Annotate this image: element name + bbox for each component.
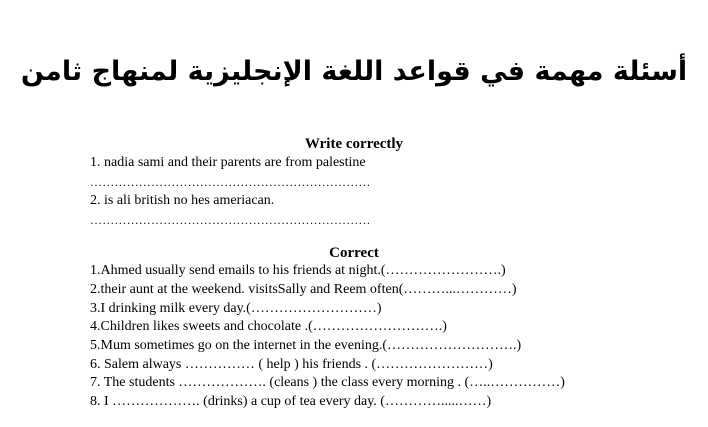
write-correctly-item-1: 1. nadia sami and their parents are from palestine xyxy=(90,155,366,170)
correct-heading: Correct xyxy=(329,245,379,261)
correct-item-3: 3.I drinking milk every day.(………………………) xyxy=(90,301,382,316)
correct-item-5: 5.Mum sometimes go on the internet in the evening.(……………………….) xyxy=(90,338,522,353)
correct-item-6: 6. Salem always …………… ( help ) his friends . (……………………) xyxy=(90,357,493,372)
write-correctly-item-2: 2. is ali british no hes ameriacan. xyxy=(90,193,275,208)
write-correctly-heading: Write correctly xyxy=(304,136,404,152)
correct-item-2: 2.their aunt at the weekend. visitsSally and Reem often(………...…………) xyxy=(90,282,517,297)
answer-line-1: …………………………………………………………… xyxy=(90,175,371,189)
correct-item-8: 8. I ………………. (drinks) a cup of tea every day. (………….....……) xyxy=(90,394,492,409)
answer-line-2: …………………………………………………………… xyxy=(90,213,371,227)
correct-item-1: 1.Ahmed usually send emails to his friends at night.(…………………….) xyxy=(90,263,506,278)
correct-item-7: 7. The students ………………. (cleans ) the class every morning . (…..……………) xyxy=(90,375,565,390)
correct-item-4: 4.Children likes sweets and chocolate .(……………………….) xyxy=(90,319,447,334)
page-title: أسئلة مهمة في قواعد اللغة الإنجليزية لمنهاج ثامن xyxy=(20,56,688,87)
